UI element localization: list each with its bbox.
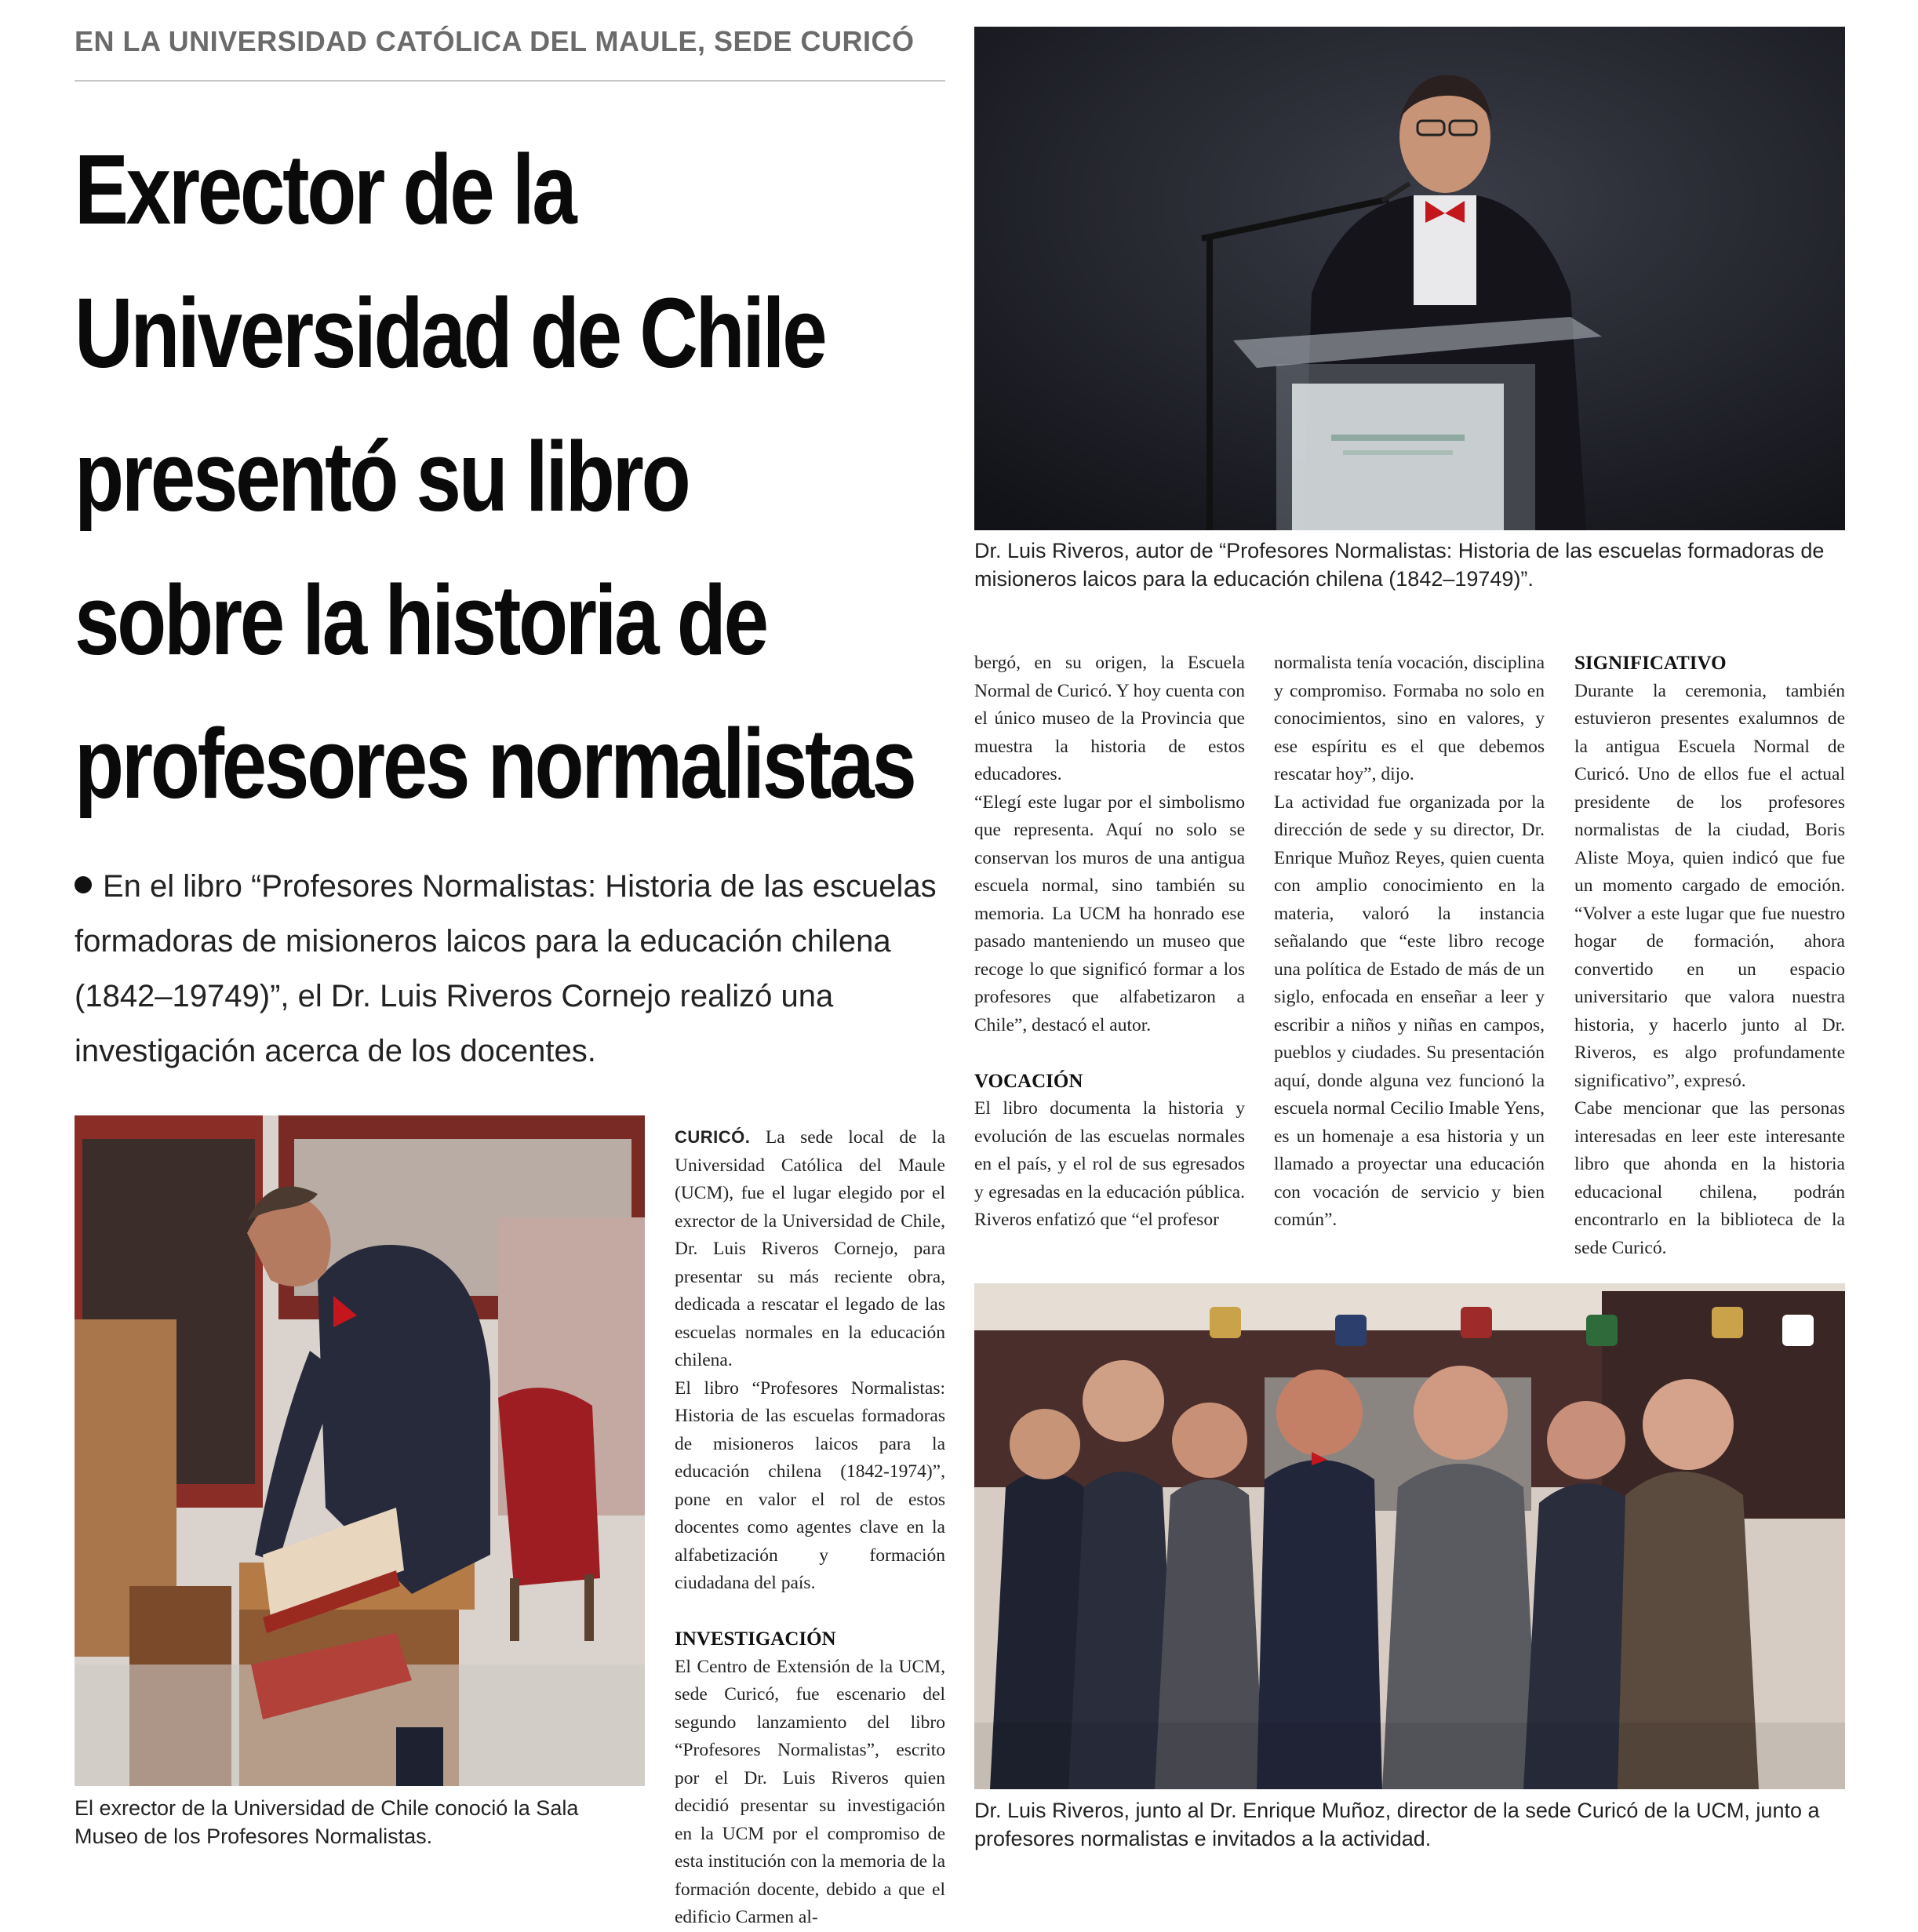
article-paragraph: Cabe mencionar que las personas interesadas en leer este interesante libro que ahonda en la historia educacional chilena, podrán encontrarlo en la biblioteca de la sede Curicó. xyxy=(1574,1098,1845,1258)
section-heading: VOCACIÓN xyxy=(974,1070,1083,1092)
article-paragraph: “Elegí este lugar por el simbolismo que representa. Aquí no solo se conservan los muros de una antigua escuela normal, sino también su memoria. La UCM ha honrado ese pasado manteniendo un museo que recoge lo que significó formar a los profesores que alfabetizaron a Chile”, destacó el autor. xyxy=(974,791,1245,1035)
group-photo xyxy=(974,1283,1845,1789)
bullet-icon xyxy=(75,876,92,893)
article-paragraph: bergó, en su origen, la Escuela Normal de Curicó. Y hoy cuenta con el único museo de la Provincia que muestra la historia de estos educadores. xyxy=(974,653,1245,784)
section-kicker: EN LA UNIVERSIDAD CATÓLICA DEL MAULE, SEDE CURICÓ xyxy=(75,25,915,57)
article-paragraph: El libro documenta la historia y evolución de las escuelas normales en el país, y el rol de sus egresados y egresadas en la educación pública. Riveros enfatizó que “el profesor xyxy=(974,1098,1245,1230)
speaker-photo xyxy=(974,27,1845,530)
section-heading: INVESTIGACIÓN xyxy=(675,1628,836,1650)
article-paragraph: normalista tenía vocación, disciplina y compromiso. Formaba no solo en conocimientos, sino en valores, y ese espíritu es el que debemos rescatar hoy”, dijo. xyxy=(1274,653,1545,784)
headline xyxy=(75,118,915,835)
headline-line: sobre la historia de xyxy=(75,565,766,675)
speaker-photo-caption: Dr. Luis Riveros, autor de “Profesores Normalistas: Historia de las escuelas formadoras de misioneros laicos para la educación chilena (1842–19749)”. xyxy=(974,539,1825,591)
museum-photo xyxy=(75,1115,645,1786)
article-column-2 xyxy=(974,649,1245,1235)
article-paragraph: Durante la ceremonia, también estuvieron presentes exalumnos de la antigua Escuela Normal de Curicó. Uno de ellos fue el actual presidente de los profesores normalistas de la ciudad, Boris Aliste Moya, quien indicó que fue un momento cargado de emoción. “Volver a este lugar que fue nuestro hogar de formación, ahora convertido en un espacio universitario que valora nuestra historia, y hacerlo junto al Dr. Riveros, es algo profundamente significativo”, expresó. xyxy=(1574,680,1845,1091)
article-column-4 xyxy=(1574,649,1845,1262)
museum-photo-caption: El exrector de la Universidad de Chile conoció la Sala Museo de los Profesores Normalistas. xyxy=(75,1796,579,1848)
headline-line: presentó su libro xyxy=(75,421,689,532)
lead-paragraph xyxy=(75,859,953,1079)
headline-line: Universidad de Chile xyxy=(75,278,825,388)
article-paragraph: El libro “Profesores Normalistas: Historia de las escuelas formadoras de misioneros laicos para la educación chilena (1842-1974)”, pone en valor el rol de estos docentes como agentes clave en la alfabetización y formación ciudadana del país. xyxy=(675,1377,945,1593)
dateline: CURICÓ. xyxy=(675,1127,751,1147)
article-column-3 xyxy=(1274,649,1545,1235)
section-heading: SIGNIFICATIVO xyxy=(1574,653,1727,674)
headline-line: Exrector de la xyxy=(75,134,575,245)
article-paragraph: La actividad fue organizada por la dirección de sede y su director, Dr. Enrique Muñoz Reyes, quien cuenta con amplio conocimiento en la materia, valoró la instancia señalando que “este libro recoge una política de Estado de más de un siglo, enfocada en enseñar a leer y escribir a niños y niñas en campos, pueblos y ciudades. Su presentación aquí, donde alguna vez funcionó la escuela normal Cecilio Imable Yens, es un homenaje a esa historia y un llamado a proyectar una educación con vocación de servicio y bien común”. xyxy=(1274,791,1545,1230)
article-column-1 xyxy=(675,1123,945,1932)
group-photo-caption: Dr. Luis Riveros, junto al Dr. Enrique Muñoz, director de la sede Curicó de la UCM, junto a profesores normalistas e invitados a la actividad. xyxy=(974,1799,1820,1850)
article-paragraph: El Centro de Extensión de la UCM, sede Curicó, fue escenario del segundo lanzamiento del libro “Profesores Normalistas”, escrito por el Dr. Luis Riveros quien decidió presentar su investigación en la UCM por el compromiso de esta institución con la memoria de la formación docente, debido a que el edificio Carmen al- xyxy=(675,1656,945,1927)
article-paragraph: CURICÓ. La sede local de la Universidad Católica del Maule (UCM), fue el lugar elegido por el exrector de la Universidad de Chile, Dr. Luis Riveros Cornejo, para presentar su más reciente obra, dedicada a rescatar el legado de las escuelas normales en la educación chilena. xyxy=(675,1127,945,1370)
kicker-divider xyxy=(75,80,945,82)
lead-text: En el libro “Profesores Normalistas: Historia de las escuelas formadoras de misioneros laicos para la educación chilena (1842–19749)”, el Dr. Luis Riveros Cornejo realizó una investigación acerca de los docentes. xyxy=(75,869,937,1068)
headline-line: profesores normalistas xyxy=(75,708,915,819)
